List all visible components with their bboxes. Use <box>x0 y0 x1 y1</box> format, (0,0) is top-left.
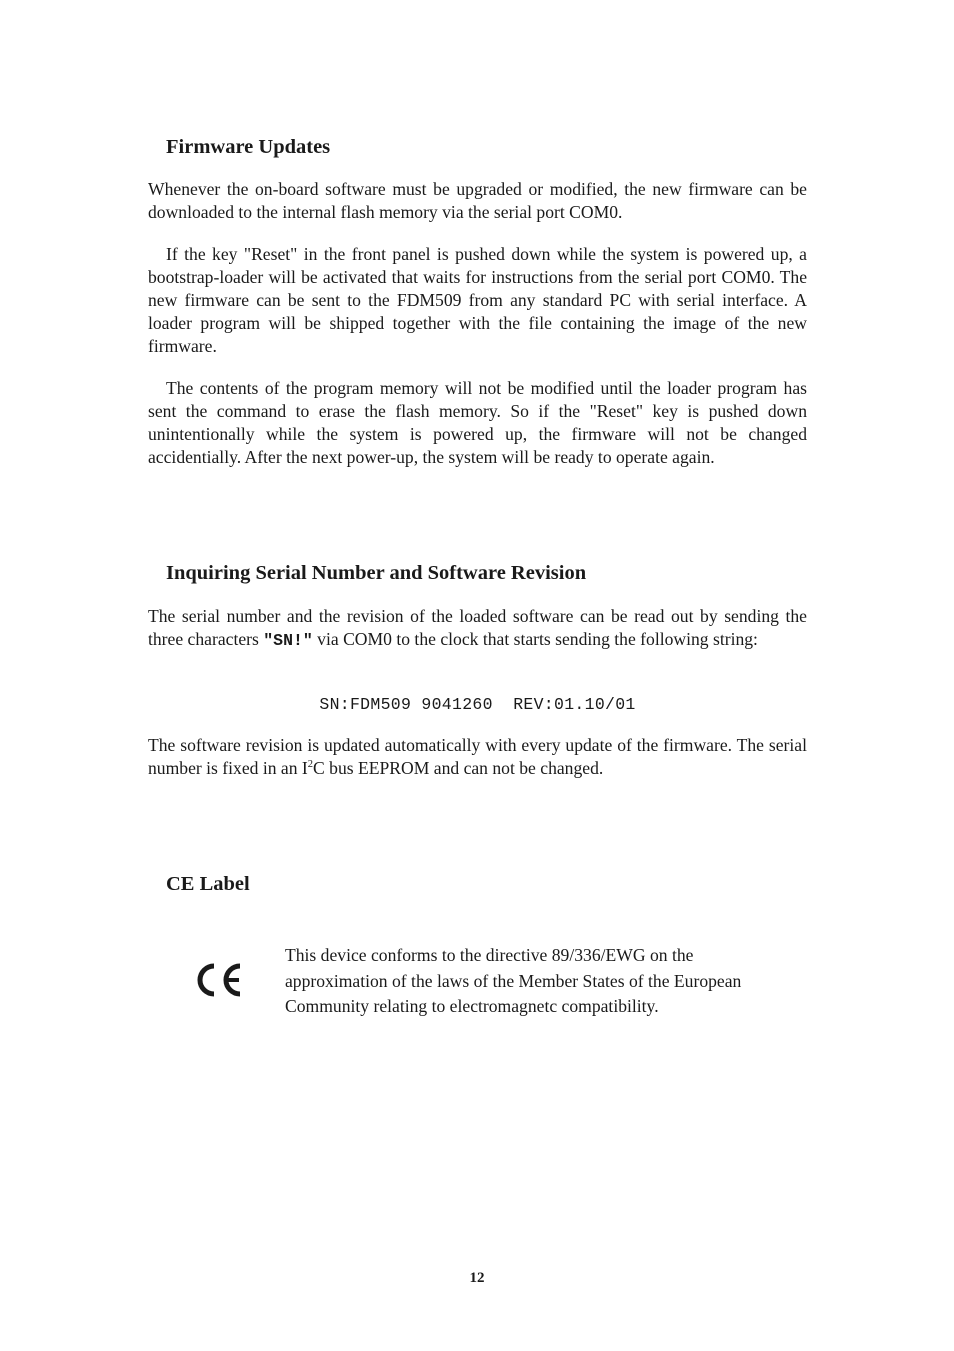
section-firmware-updates <box>148 134 807 160</box>
heading-firmware-updates: Firmware Updates <box>166 136 331 158</box>
ce-text-block <box>285 943 785 1020</box>
ce-mark-icon <box>192 960 244 1000</box>
firmware-paragraph-1: Whenever the on-board software must be upgraded or modified, the new firmware can be downloaded to the internal flash memory via the serial port COM0. <box>148 179 807 222</box>
serial-command-code: "SN!" <box>263 631 313 650</box>
i2c-superscript: 2 <box>307 759 314 770</box>
page-number: 12 <box>469 1270 485 1286</box>
heading-ce-label: CE Label <box>166 873 250 895</box>
ce-line-2: approximation of the laws of the Member States of the European <box>285 970 742 991</box>
serial-p1-text-before: The serial number and the revision of the loaded software can be read out by sending the three characters <box>148 606 807 649</box>
firmware-paragraph-1-block <box>148 178 807 224</box>
section-serial-number <box>148 560 807 586</box>
firmware-paragraph-3-block <box>148 377 807 469</box>
serial-p1-text-after: via COM0 to the clock that starts sending the following string: <box>312 629 758 649</box>
heading-serial-number: Inquiring Serial Number and Software Revision <box>166 562 587 584</box>
serial-paragraph-2 <box>148 734 807 780</box>
serial-paragraph-1-block <box>148 605 807 652</box>
firmware-paragraph-2-block <box>148 243 807 358</box>
firmware-paragraph-2: If the key "Reset" in the front panel is pushed down while the system is powered up, a bootstrap-loader will be activated that waits for instructions from the serial port COM0. The new firmware can be sent to the FDM509 from any standard PC with serial interface. A loader program will be shipped together with the file containing the image of the new firmware. <box>148 244 807 356</box>
firmware-paragraph-3: The contents of the program memory will not be modified until the loader program has sent the command to erase the flash memory. So if the "Reset" key is pushed down unintentionally while the system is powered up, the firmware will not be changed accidentially. After the next power-up, the system will be ready to operate again. <box>148 378 807 467</box>
ce-line-1: This device conforms to the directive 89/336/EWG on the <box>285 945 694 965</box>
serial-response-string: SN:FDM509 9041260 REV:01.10/01 <box>319 695 636 714</box>
ce-line-3: Community relating to electromagnetc compatibility. <box>285 996 659 1016</box>
serial-p2-text-after: C bus EEPROM and can not be changed. <box>313 758 604 778</box>
serial-paragraph-1 <box>148 605 807 652</box>
section-ce-label <box>148 871 807 897</box>
serial-paragraph-2-block <box>148 734 807 780</box>
serial-code-line-block <box>148 694 807 716</box>
serial-p2-text-before: The software revision is updated automatically with every update of the firmware. The serial number is fixed in an I <box>148 735 807 778</box>
